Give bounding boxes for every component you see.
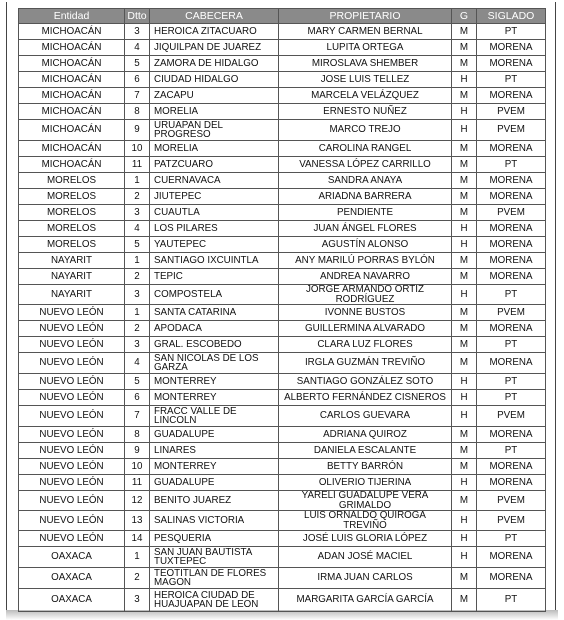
siglado-cell: PVEM <box>477 205 546 221</box>
table-row <box>19 321 546 337</box>
gender-cell: H <box>452 221 477 237</box>
entidad-cell: NUEVO LEÓN <box>19 305 125 321</box>
cabecera-cell: LINARES <box>150 443 279 459</box>
siglado-cell: PT <box>477 72 546 88</box>
dtto-cell: 3 <box>125 24 150 40</box>
siglado-cell: PT <box>477 443 546 459</box>
propietario-cell: ERNESTO NUÑEZ <box>279 104 452 120</box>
dtto-cell: 8 <box>125 104 150 120</box>
propietario-cell: IRMA JUAN CARLOS <box>279 568 452 589</box>
entidad-cell: NUEVO LEÓN <box>19 427 125 443</box>
gender-cell: M <box>452 568 477 589</box>
cabecera-cell: MONTERREY <box>150 374 279 390</box>
propietario-cell: ADRIANA QUIROZ <box>279 427 452 443</box>
propietario-cell: VANESSA LÓPEZ CARRILLO <box>279 157 452 173</box>
propietario-cell: ANDREA NAVARRO <box>279 269 452 285</box>
cabecera-cell: PATZCUARO <box>150 157 279 173</box>
gender-cell: M <box>452 337 477 353</box>
entidad-cell: NUEVO LEÓN <box>19 491 125 511</box>
gender-cell: M <box>452 253 477 269</box>
gender-cell: H <box>452 120 477 141</box>
entidad-cell: MICHOACÁN <box>19 56 125 72</box>
gender-cell: H <box>452 237 477 253</box>
propietario-cell: SANTIAGO GONZÁLEZ SOTO <box>279 374 452 390</box>
gender-cell: H <box>452 475 477 491</box>
table-row <box>19 221 546 237</box>
propietario-cell: BETTY BARRÓN <box>279 459 452 475</box>
cabecera-cell: SAN NICOLAS DE LOS GARZA <box>150 353 279 374</box>
table-row <box>19 157 546 173</box>
gender-cell: H <box>452 406 477 427</box>
dtto-cell: 8 <box>125 427 150 443</box>
table-row <box>19 72 546 88</box>
siglado-cell: MORENA <box>477 221 546 237</box>
gender-cell: H <box>452 104 477 120</box>
entidad-cell: OAXACA <box>19 589 125 612</box>
dtto-cell: 5 <box>125 56 150 72</box>
table-row <box>19 173 546 189</box>
siglado-cell: PVEM <box>477 406 546 427</box>
cabecera-cell: HEROICA ZITACUARO <box>150 24 279 40</box>
propietario-cell: SANDRA ANAYA <box>279 173 452 189</box>
table-row <box>19 269 546 285</box>
table-row <box>19 205 546 221</box>
dtto-cell: 5 <box>125 237 150 253</box>
entidad-cell: MICHOACÁN <box>19 72 125 88</box>
cabecera-cell: JIUTEPEC <box>150 189 279 205</box>
entidad-cell: MICHOACÁN <box>19 24 125 40</box>
dtto-cell: 10 <box>125 459 150 475</box>
propietario-cell: JORGE ARMANDO ORTIZ RODRÍGUEZ <box>279 285 452 305</box>
propietario-cell: ADAN JOSÉ MACIEL <box>279 547 452 568</box>
header-entidad: Entidad <box>19 9 125 24</box>
header-g: G <box>452 9 477 24</box>
table-row <box>19 589 546 612</box>
siglado-cell: PVEM <box>477 511 546 531</box>
table-row <box>19 104 546 120</box>
table-row <box>19 40 546 56</box>
entidad-cell: NUEVO LEÓN <box>19 511 125 531</box>
entidad-cell: NUEVO LEÓN <box>19 353 125 374</box>
siglado-cell: PT <box>477 157 546 173</box>
table-header-row <box>19 9 546 24</box>
entidad-cell: MORELOS <box>19 173 125 189</box>
dtto-cell: 11 <box>125 475 150 491</box>
cabecera-cell: TEOTITLAN DE FLORES MAGON <box>150 568 279 589</box>
dtto-cell: 3 <box>125 589 150 612</box>
propietario-cell: MARGARITA GARCÍA GARCÍA <box>279 589 452 612</box>
entidad-cell: MORELOS <box>19 205 125 221</box>
gender-cell: M <box>452 353 477 374</box>
siglado-cell: MORENA <box>477 40 546 56</box>
gender-cell: H <box>452 511 477 531</box>
propietario-cell: MIROSLAVA SHEMBER <box>279 56 452 72</box>
cabecera-cell: HEROICA CIUDAD DE HUAJUAPAN DE LEON <box>150 589 279 612</box>
gender-cell: M <box>452 491 477 511</box>
gender-cell: M <box>452 24 477 40</box>
table-row <box>19 285 546 305</box>
table-row <box>19 141 546 157</box>
entidad-cell: OAXACA <box>19 568 125 589</box>
dtto-cell: 6 <box>125 72 150 88</box>
gender-cell: H <box>452 374 477 390</box>
table-row <box>19 443 546 459</box>
cabecera-cell: TEPIC <box>150 269 279 285</box>
siglado-cell: PT <box>477 337 546 353</box>
siglado-cell: PT <box>477 285 546 305</box>
propietario-cell: MARCELA VELÁZQUEZ <box>279 88 452 104</box>
cabecera-cell: URUAPAN DEL PROGRESO <box>150 120 279 141</box>
gender-cell: M <box>452 443 477 459</box>
dtto-cell: 9 <box>125 443 150 459</box>
gender-cell: M <box>452 88 477 104</box>
cabecera-cell: MONTERREY <box>150 390 279 406</box>
dtto-cell: 3 <box>125 205 150 221</box>
propietario-cell: CAROLINA RANGEL <box>279 141 452 157</box>
gender-cell: M <box>452 173 477 189</box>
siglado-cell: MORENA <box>477 88 546 104</box>
propietario-cell: CARLOS GUEVARA <box>279 406 452 427</box>
gender-cell: H <box>452 547 477 568</box>
table-row <box>19 237 546 253</box>
gender-cell: M <box>452 157 477 173</box>
entidad-cell: NUEVO LEÓN <box>19 390 125 406</box>
propietario-cell: OLIVERIO TIJERINA <box>279 475 452 491</box>
table-row <box>19 24 546 40</box>
gender-cell: H <box>452 285 477 305</box>
dtto-cell: 10 <box>125 141 150 157</box>
siglado-cell: PT <box>477 374 546 390</box>
gender-cell: M <box>452 321 477 337</box>
cabecera-cell: YAUTEPEC <box>150 237 279 253</box>
siglado-cell: MORENA <box>477 141 546 157</box>
entidad-cell: MICHOACÁN <box>19 120 125 141</box>
entidad-cell: NUEVO LEÓN <box>19 406 125 427</box>
siglado-cell: MORENA <box>477 427 546 443</box>
entidad-cell: MORELOS <box>19 237 125 253</box>
table-row <box>19 531 546 547</box>
entidad-cell: MORELOS <box>19 221 125 237</box>
table-row <box>19 305 546 321</box>
cabecera-cell: ZACAPU <box>150 88 279 104</box>
dtto-cell: 2 <box>125 189 150 205</box>
siglado-cell: PT <box>477 531 546 547</box>
cabecera-cell: PESQUERIA <box>150 531 279 547</box>
siglado-cell: MORENA <box>477 173 546 189</box>
cabecera-cell: GRAL. ESCOBEDO <box>150 337 279 353</box>
gender-cell: H <box>452 390 477 406</box>
entidad-cell: NUEVO LEÓN <box>19 337 125 353</box>
propietario-cell: MARCO TREJO <box>279 120 452 141</box>
cabecera-cell: CIUDAD HIDALGO <box>150 72 279 88</box>
table-row <box>19 337 546 353</box>
entidad-cell: NAYARIT <box>19 253 125 269</box>
table-row <box>19 547 546 568</box>
table-row <box>19 459 546 475</box>
table-row <box>19 427 546 443</box>
table-row <box>19 189 546 205</box>
siglado-cell: MORENA <box>477 475 546 491</box>
entidad-cell: NAYARIT <box>19 269 125 285</box>
propietario-cell: LUIS ORNALDO QUIROGA TREVIÑO <box>279 511 452 531</box>
propietario-cell: GUILLERMINA ALVARADO <box>279 321 452 337</box>
dtto-cell: 6 <box>125 390 150 406</box>
dtto-cell: 5 <box>125 374 150 390</box>
entidad-cell: NUEVO LEÓN <box>19 531 125 547</box>
header-siglado: SIGLADO <box>477 9 546 24</box>
siglado-cell: MORENA <box>477 237 546 253</box>
table-row <box>19 390 546 406</box>
gender-cell: M <box>452 40 477 56</box>
gender-cell: M <box>452 56 477 72</box>
cabecera-cell: JIQUILPAN DE JUAREZ <box>150 40 279 56</box>
cabecera-cell: APODACA <box>150 321 279 337</box>
siglado-cell: MORENA <box>477 269 546 285</box>
entidad-cell: OAXACA <box>19 547 125 568</box>
dtto-cell: 4 <box>125 353 150 374</box>
cabecera-cell: CUAUTLA <box>150 205 279 221</box>
siglado-cell: MORENA <box>477 189 546 205</box>
table-row <box>19 253 546 269</box>
gender-cell: M <box>452 589 477 612</box>
entidad-cell: MICHOACÁN <box>19 88 125 104</box>
propietario-cell: LUPITA ORTEGA <box>279 40 452 56</box>
propietario-cell: AGUSTÍN ALONSO <box>279 237 452 253</box>
siglado-cell: PT <box>477 589 546 612</box>
entidad-cell: NUEVO LEÓN <box>19 443 125 459</box>
dtto-cell: 1 <box>125 253 150 269</box>
dtto-cell: 3 <box>125 285 150 305</box>
gender-cell: M <box>452 269 477 285</box>
siglado-cell: PVEM <box>477 104 546 120</box>
gender-cell: M <box>452 305 477 321</box>
table-row <box>19 88 546 104</box>
header-cabecera: CABECERA <box>150 9 279 24</box>
entidad-cell: MORELOS <box>19 189 125 205</box>
entidad-cell: MICHOACÁN <box>19 40 125 56</box>
gender-cell: M <box>452 205 477 221</box>
table-row <box>19 491 546 511</box>
propietario-cell: JOSÉ LUIS GLORIA LÓPEZ <box>279 531 452 547</box>
siglado-cell: MORENA <box>477 459 546 475</box>
propietario-cell: IRGLA GUZMÁN TREVIÑO <box>279 353 452 374</box>
table-row <box>19 56 546 72</box>
cabecera-cell: MONTERREY <box>150 459 279 475</box>
dtto-cell: 7 <box>125 406 150 427</box>
entidad-cell: NUEVO LEÓN <box>19 475 125 491</box>
propietario-cell: IVONNE BUSTOS <box>279 305 452 321</box>
dtto-cell: 3 <box>125 337 150 353</box>
dtto-cell: 9 <box>125 120 150 141</box>
cabecera-cell: MORELIA <box>150 104 279 120</box>
siglado-cell: PT <box>477 24 546 40</box>
propietario-cell: ALBERTO FERNÁNDEZ CISNEROS <box>279 390 452 406</box>
dtto-cell: 7 <box>125 88 150 104</box>
dtto-cell: 1 <box>125 547 150 568</box>
table-body <box>19 24 546 612</box>
dtto-cell: 12 <box>125 491 150 511</box>
gender-cell: M <box>452 141 477 157</box>
propietario-cell: JOSE LUIS TELLEZ <box>279 72 452 88</box>
dtto-cell: 2 <box>125 269 150 285</box>
propietario-cell: ANY MARILÚ PORRAS BYLÓN <box>279 253 452 269</box>
dtto-cell: 1 <box>125 173 150 189</box>
cabecera-cell: BENITO JUAREZ <box>150 491 279 511</box>
dtto-cell: 13 <box>125 511 150 531</box>
gender-cell: H <box>452 72 477 88</box>
siglado-cell: PVEM <box>477 491 546 511</box>
dtto-cell: 4 <box>125 221 150 237</box>
table-row <box>19 353 546 374</box>
cabecera-cell: ZAMORA DE HIDALGO <box>150 56 279 72</box>
siglado-cell: MORENA <box>477 353 546 374</box>
propietario-cell: YARELI GUADALUPE VERA GRIMALDO <box>279 491 452 511</box>
entidad-cell: MICHOACÁN <box>19 157 125 173</box>
cabecera-cell: SANTIAGO IXCUINTLA <box>150 253 279 269</box>
dtto-cell: 2 <box>125 568 150 589</box>
siglado-cell: MORENA <box>477 568 546 589</box>
entidad-cell: MICHOACÁN <box>19 104 125 120</box>
cabecera-cell: LOS PILARES <box>150 221 279 237</box>
propietario-cell: CLARA LUZ FLORES <box>279 337 452 353</box>
header-propietario: PROPIETARIO <box>279 9 452 24</box>
dtto-cell: 11 <box>125 157 150 173</box>
siglado-cell: PVEM <box>477 305 546 321</box>
cabecera-cell: GUADALUPE <box>150 475 279 491</box>
siglado-cell: MORENA <box>477 56 546 72</box>
gender-cell: M <box>452 189 477 205</box>
gender-cell: H <box>452 531 477 547</box>
candidates-table <box>18 8 546 612</box>
siglado-cell: MORENA <box>477 547 546 568</box>
dtto-cell: 4 <box>125 40 150 56</box>
siglado-cell: MORENA <box>477 321 546 337</box>
table-row <box>19 374 546 390</box>
cabecera-cell: GUADALUPE <box>150 427 279 443</box>
propietario-cell: ARIADNA BARRERA <box>279 189 452 205</box>
cabecera-cell: COMPOSTELA <box>150 285 279 305</box>
propietario-cell: JUAN ÁNGEL FLORES <box>279 221 452 237</box>
header-dtto: Dtto <box>125 9 150 24</box>
cabecera-cell: SALINAS VICTORIA <box>150 511 279 531</box>
entidad-cell: MICHOACÁN <box>19 141 125 157</box>
gender-cell: M <box>452 459 477 475</box>
propietario-cell: DANIELA ESCALANTE <box>279 443 452 459</box>
cabecera-cell: MORELIA <box>150 141 279 157</box>
cabecera-cell: FRACC VALLE DE LINCOLN <box>150 406 279 427</box>
propietario-cell: PENDIENTE <box>279 205 452 221</box>
table-row <box>19 511 546 531</box>
dtto-cell: 14 <box>125 531 150 547</box>
propietario-cell: MARY CARMEN BERNAL <box>279 24 452 40</box>
entidad-cell: NUEVO LEÓN <box>19 321 125 337</box>
dtto-cell: 2 <box>125 321 150 337</box>
table-row <box>19 568 546 589</box>
entidad-cell: NUEVO LEÓN <box>19 459 125 475</box>
gender-cell: M <box>452 427 477 443</box>
siglado-cell: PVEM <box>477 120 546 141</box>
table-row <box>19 406 546 427</box>
table-row <box>19 120 546 141</box>
entidad-cell: NAYARIT <box>19 285 125 305</box>
dtto-cell: 1 <box>125 305 150 321</box>
siglado-cell: MORENA <box>477 253 546 269</box>
cabecera-cell: SAN JUAN BAUTISTA TUXTEPEC <box>150 547 279 568</box>
table-row <box>19 475 546 491</box>
entidad-cell: NUEVO LEÓN <box>19 374 125 390</box>
cabecera-cell: SANTA CATARINA <box>150 305 279 321</box>
cabecera-cell: CUERNAVACA <box>150 173 279 189</box>
siglado-cell: PT <box>477 390 546 406</box>
